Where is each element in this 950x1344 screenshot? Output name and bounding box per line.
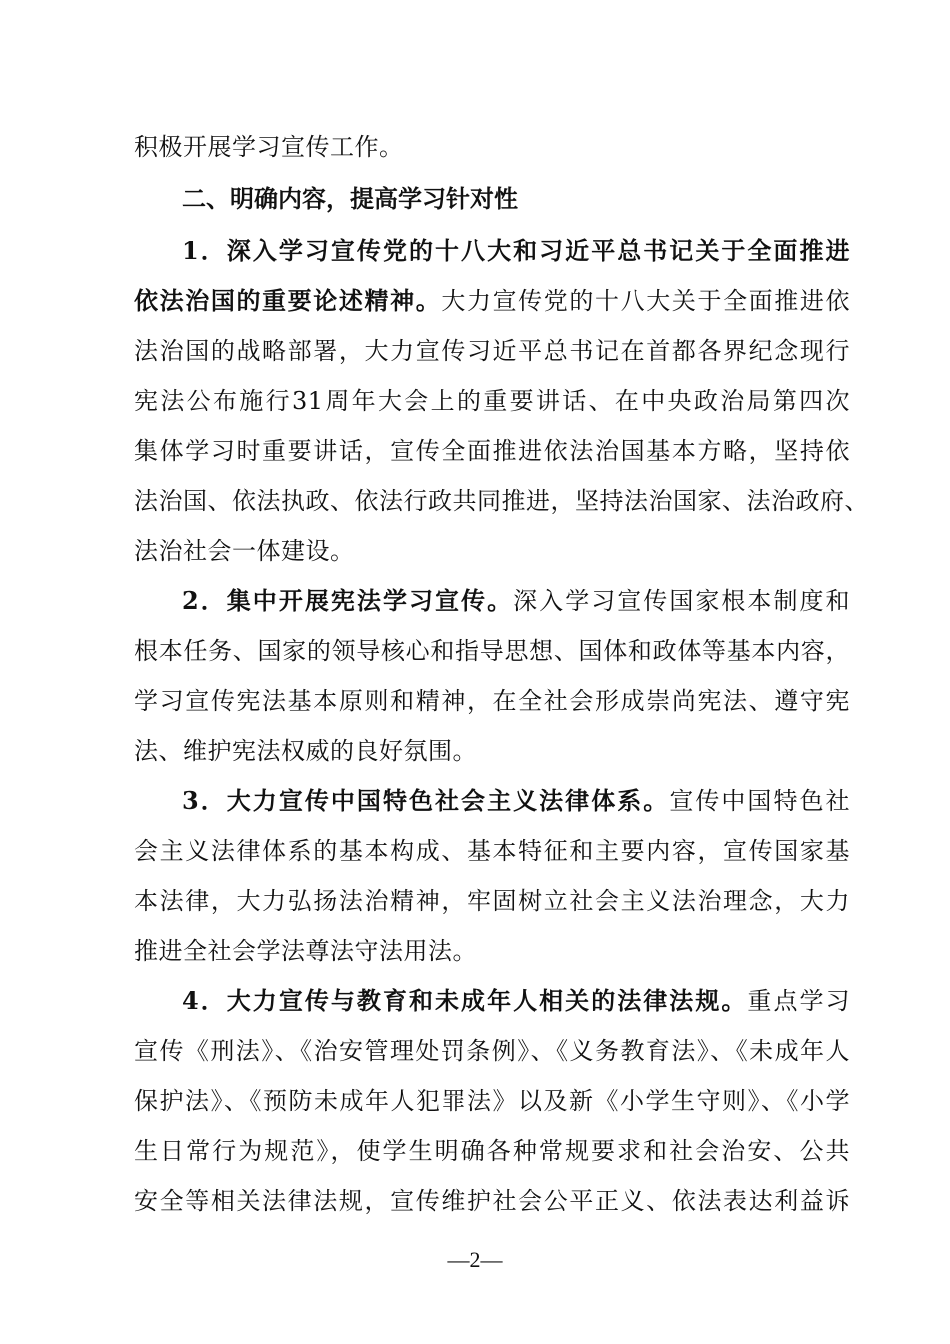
page-number: —2— bbox=[447, 1247, 503, 1272]
item-3-first-line bbox=[182, 786, 850, 816]
item-1-title-line: 1．深入学习宣传党的十八大和习近平总书记关于全面推进 bbox=[182, 236, 850, 265]
paragraph-line: 宣传《刑法》、《治安管理处罚条例》、《义务教育法》、《未成年人 bbox=[134, 1037, 850, 1065]
item-3-text: 宣传中国特色社 bbox=[669, 787, 851, 815]
paragraph-line: 安全等相关法律法规，宣传维护社会公平正义、依法表达利益诉 bbox=[134, 1187, 850, 1215]
paragraph-line: 本法律，大力弘扬法治精神，牢固树立社会主义法治理念，大力 bbox=[134, 887, 850, 915]
paragraph-line: 会主义法律体系的基本构成、基本特征和主要内容，宣传国家基 bbox=[134, 837, 850, 865]
paragraph-line: 法治国、依法执政、依法行政共同推进，坚持法治国家、法治政府、 bbox=[134, 487, 869, 515]
paragraph-line: 集体学习时重要讲话，宣传全面推进依法治国基本方略，坚持依 bbox=[134, 437, 850, 465]
item-2-title: 2．集中开展宪法学习宣传。 bbox=[182, 586, 514, 615]
paragraph-line: 法治国的战略部署，大力宣传习近平总书记在首都各界纪念现行 bbox=[134, 337, 850, 365]
item-1-text: 大力宣传党的十八大关于全面推进依 bbox=[441, 287, 851, 315]
paragraph-line: 根本任务、国家的领导核心和指导思想、国体和政体等基本内容， bbox=[134, 637, 850, 665]
item-4-title: 4．大力宣传与教育和未成年人相关的法律法规。 bbox=[182, 986, 748, 1015]
paragraph-line: 生日常行为规范》，使学生明确各种常规要求和社会治安、公共 bbox=[134, 1137, 850, 1165]
item-4-first-line bbox=[182, 986, 850, 1016]
item-2-first-line bbox=[182, 586, 850, 616]
item-3-title: 3．大力宣传中国特色社会主义法律体系。 bbox=[182, 786, 670, 815]
paragraph-line: 宪法公布施行31周年大会上的重要讲话、在中央政治局第四次 bbox=[134, 387, 850, 415]
item-4-text: 重点学习 bbox=[747, 987, 851, 1015]
paragraph-line: 积极开展学习宣传工作。 bbox=[134, 133, 404, 161]
paragraph-line: 保护法》、《预防未成年人犯罪法》以及新《小学生守则》、《小学 bbox=[134, 1087, 850, 1115]
item-2-text: 深入学习宣传国家根本制度和 bbox=[513, 587, 851, 615]
section-heading: 二、明确内容，提高学习针对性 bbox=[182, 185, 518, 213]
paragraph-line: 学习宣传宪法基本原则和精神，在全社会形成崇尚宪法、遵守宪 bbox=[134, 687, 850, 715]
item-1-title-end: 依法治国的重要论述精神。 bbox=[134, 286, 442, 315]
paragraph-line: 法、维护宪法权威的良好氛围。 bbox=[134, 737, 477, 765]
paragraph-line: 法治社会一体建设。 bbox=[134, 537, 355, 565]
paragraph-line: 推进全社会学法尊法守法用法。 bbox=[134, 937, 477, 965]
item-1-line-2 bbox=[134, 286, 850, 316]
